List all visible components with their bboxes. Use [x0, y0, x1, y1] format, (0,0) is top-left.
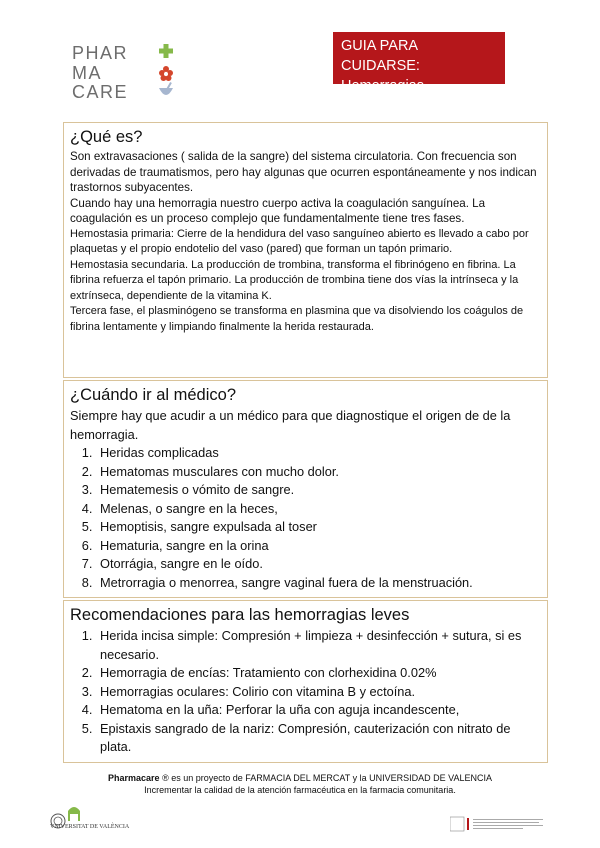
- symptom-list: [70, 444, 541, 592]
- logo-wordmark: [72, 44, 128, 103]
- section-what-is: [63, 122, 548, 378]
- term-text: : Compresión + limpieza + desinfección + sutura, si es necesario.: [100, 628, 522, 662]
- logo-line-3: CARE: [72, 82, 129, 102]
- term-label: Hematoma en la uña: [100, 702, 219, 717]
- term-text: : Tratamiento con clorhexidina 0.02%: [225, 665, 437, 680]
- section-title: ¿Qué es?: [70, 128, 143, 146]
- footer-brand: Pharmacare: [108, 773, 160, 783]
- paragraph: [70, 258, 541, 305]
- intro-text: Siempre hay que acudir a un médico para que diagnostique el origen de de la hemorragia.: [70, 408, 511, 442]
- badge-line-1: GUIA PARA CUIDARSE:: [341, 38, 420, 74]
- term-label: Hemostasia primaria:: [70, 227, 174, 240]
- list-item: [96, 683, 541, 702]
- list-item: 3. Hematemesis o vómito de sangre.: [96, 481, 541, 500]
- list-item: 2. Hematomas musculares con mucho dolor.: [96, 463, 541, 482]
- term-text: . La producción de trombina, transforma el fibrinógeno en fibrina. La fibrina refuerza el tapón primario. La producción de trombina tiene dos vías la intrínseca y la extrínseca, dependiente de la vitamina K.: [70, 258, 519, 302]
- footer-line-1: [0, 772, 600, 784]
- list-item: 5. Hemoptisis, sangre expulsada al toser: [96, 518, 541, 537]
- paragraph: [70, 227, 541, 258]
- logo-line-1: PHAR: [72, 43, 129, 63]
- list-item: [96, 701, 541, 720]
- list-item: 6. Hematuria, sangre en la orina: [96, 537, 541, 556]
- footer-text: ® es un proyecto de FARMACIA DEL MERCAT y la UNIVERSIDAD DE VALENCIA: [159, 773, 492, 783]
- university-label: VNIVERSITAT DE VALÈNCIA: [50, 824, 130, 830]
- partner-logos-icon: [450, 816, 550, 832]
- term-label: Herida incisa simple: [100, 628, 215, 643]
- list-item: 1. Heridas complicadas: [96, 444, 541, 463]
- section-title: ¿Cuándo ir al médico?: [70, 386, 236, 404]
- list-item: [96, 664, 541, 683]
- list-item: 8. Metrorragia o menorrea, sangre vaginal fuera de la menstruación.: [96, 574, 541, 593]
- pharmacare-logo: [72, 44, 172, 106]
- list-item: 7. Otorrágia, sangre en le oído.: [96, 555, 541, 574]
- logo-line-2: MA: [72, 62, 102, 83]
- guide-title-badge: [333, 32, 505, 94]
- term-label: Epistaxis sangrado de la nariz: [100, 720, 271, 736]
- paragraph: Son extravasaciones ( salida de la sangre) del sistema circulatoria. Con frecuencia son derivadas de traumatismos, pero hay algunas que ocurren espontáneamente y nos indican trastornos subyacentes.: [70, 150, 537, 194]
- term-label: Tercera fase: [70, 305, 131, 317]
- mortar-icon: [159, 88, 173, 95]
- term-text: : Perforar la uña con aguja incandescente,: [218, 702, 460, 717]
- term-text: , el plasminógeno se transforma en plasmina que va disolviendo los coágulos de fibrina lentamente y limpiando finalmente la herida restaurada.: [70, 305, 524, 333]
- list-item: 4. Melenas, o sangre en la heces,: [96, 500, 541, 519]
- term-label: Hemorragias oculares: [100, 683, 226, 699]
- section-when-doctor: [63, 380, 548, 598]
- recommendation-list: [70, 627, 541, 757]
- list-item: [96, 627, 541, 664]
- badge-line-2: Hemorragias: [341, 78, 424, 94]
- term-text: : Colirio con vitamina B y ectoína.: [225, 683, 416, 699]
- list-item: [96, 720, 541, 757]
- logo-icons: [158, 44, 174, 104]
- section-recommendations: [63, 600, 548, 763]
- term-label: Hemostasia secundaria: [70, 258, 185, 271]
- flower-icon: [159, 66, 173, 81]
- term-label: Hemorragia de encías: [100, 665, 226, 680]
- paragraph: Cuando hay una hemorragia nuestro cuerpo activa la coagulación sanguínea. La coagulación es un proceso complejo que fundamentalmente tiene tres fases.: [70, 196, 486, 225]
- term-text: : Compresión, cauterización con nitrato de plata.: [100, 720, 511, 754]
- term-text: Cierre de la hendidura del vaso sanguíneo abierto es llevado a cabo por plaquetas y el propio endotelio del vaso (pared) que forman un tapón primario.: [70, 227, 529, 255]
- paragraph: [70, 304, 541, 335]
- section-title: Recomendaciones para las hemorragias leves: [70, 606, 410, 624]
- footer-line-2: Incrementar la calidad de la atención farmacéutica en la farmacia comunitaria.: [144, 785, 456, 795]
